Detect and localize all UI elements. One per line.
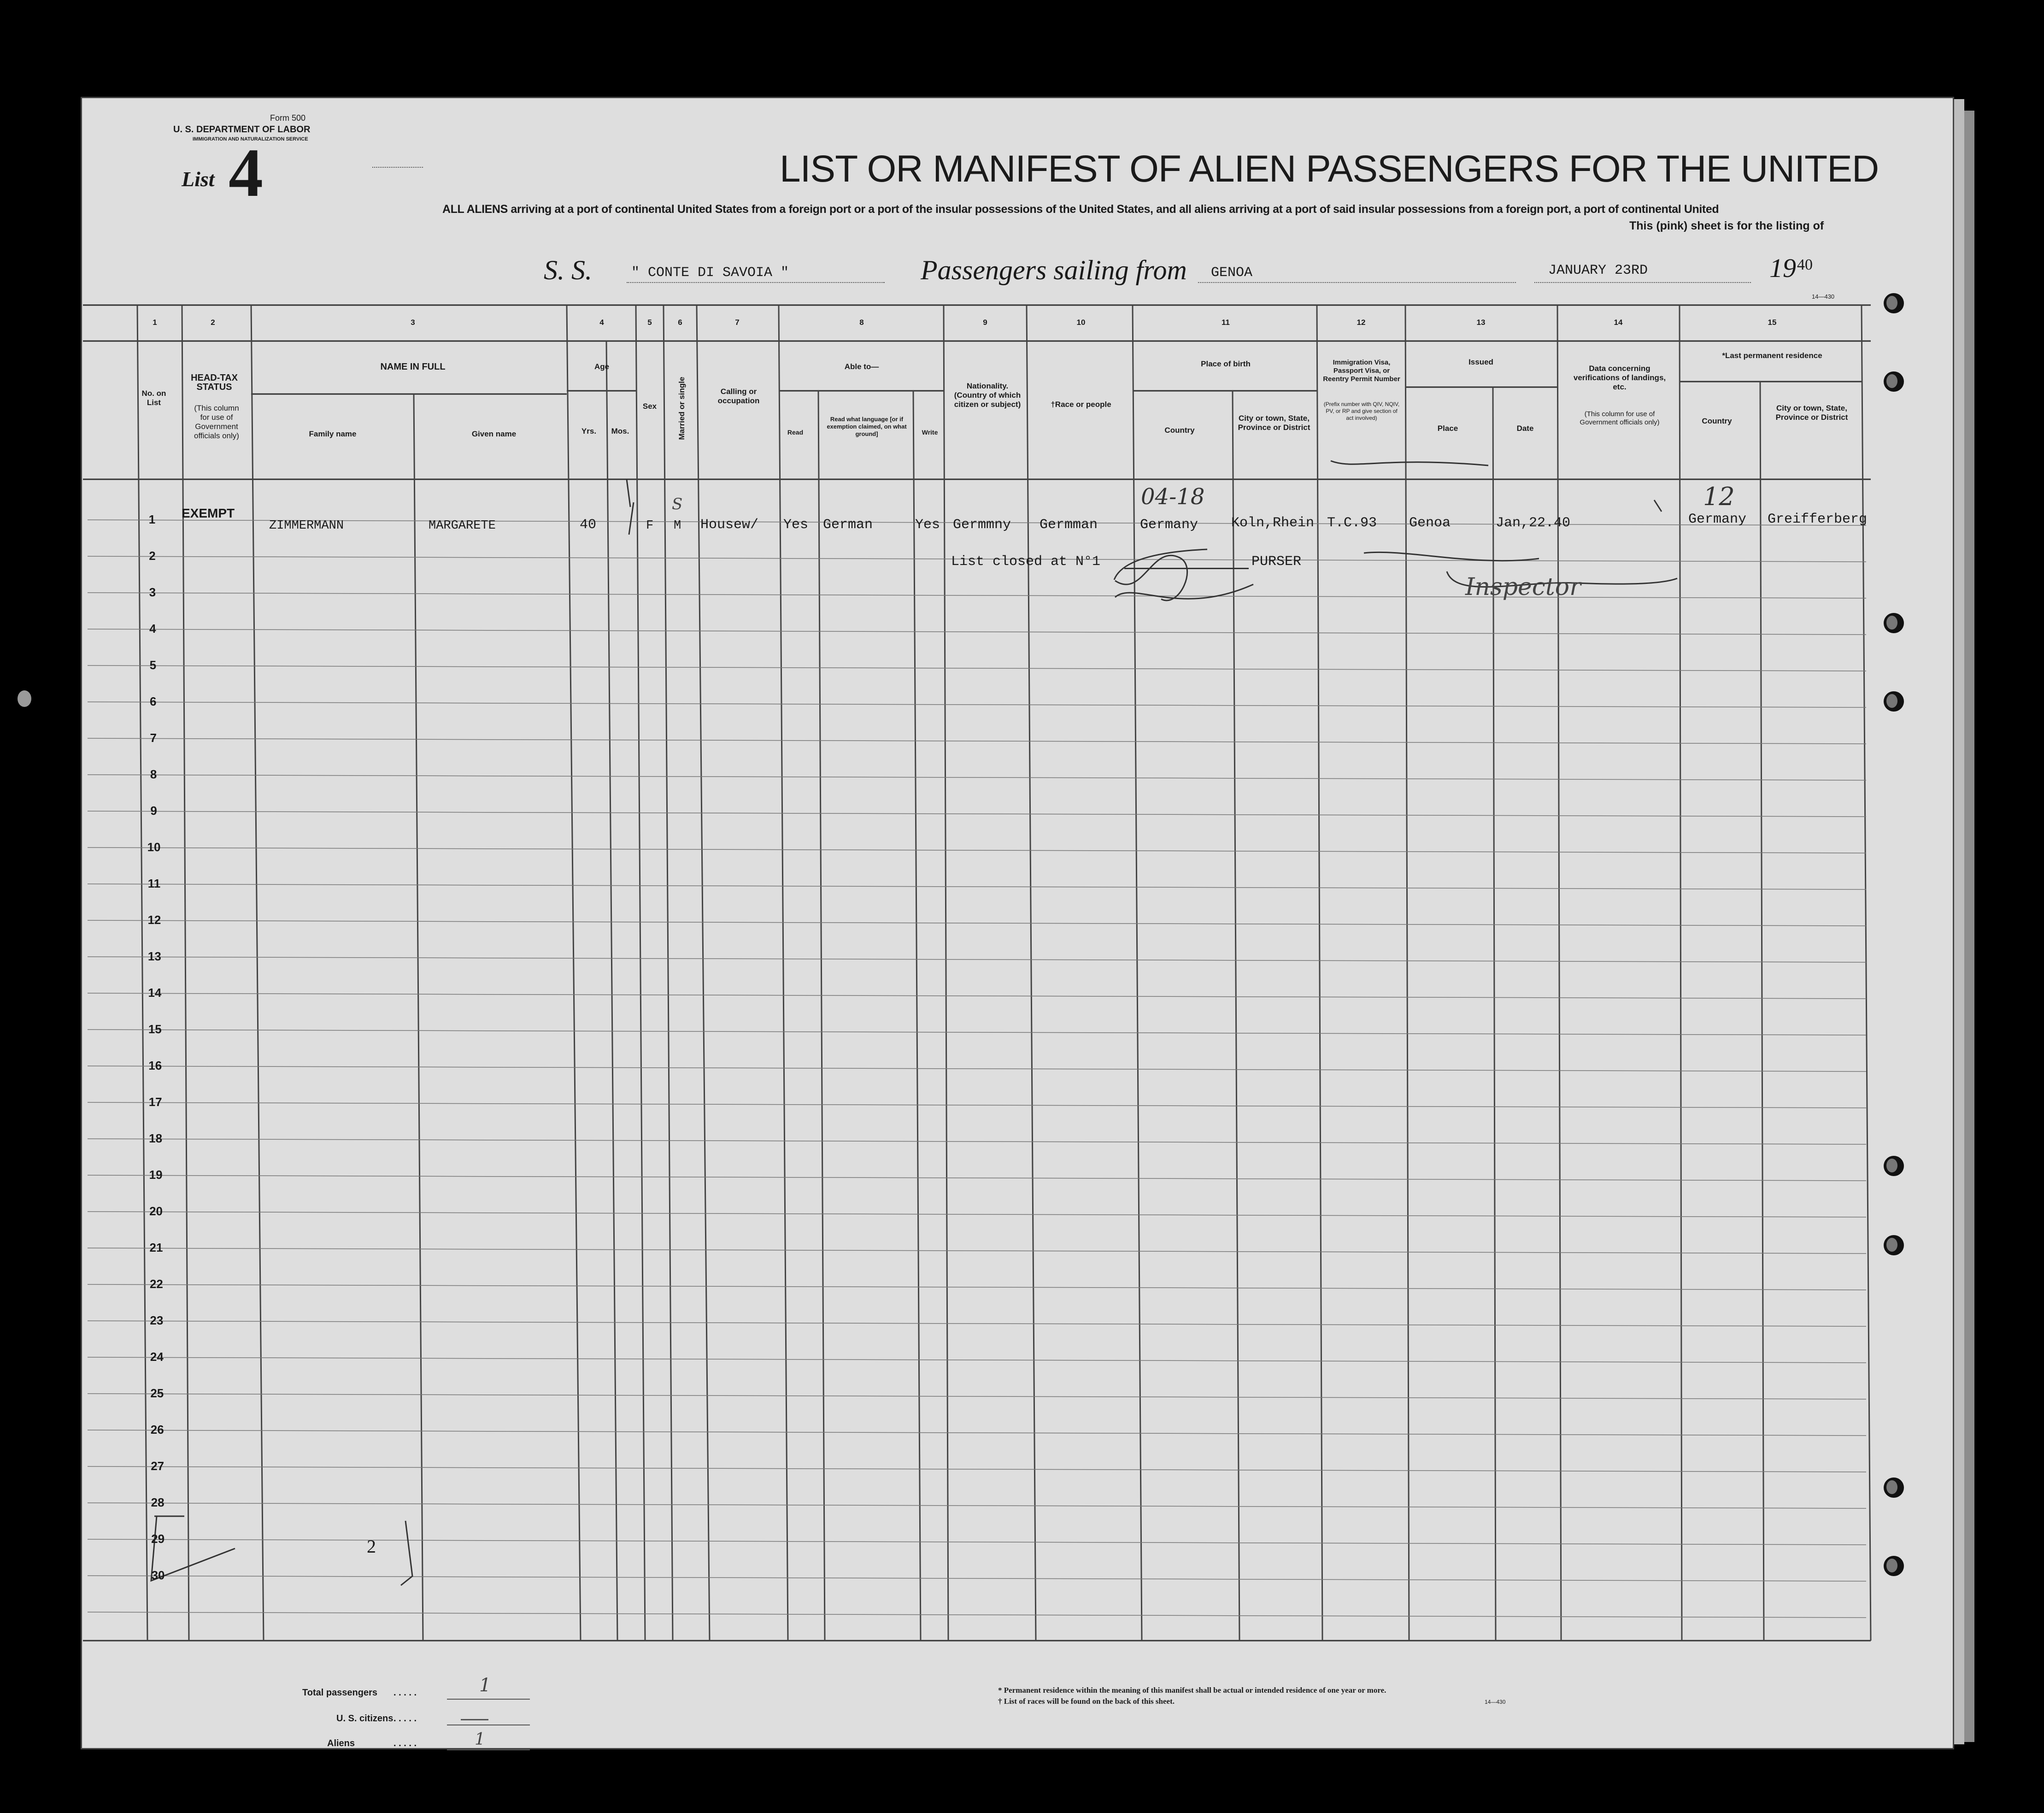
header-age: Age [594, 362, 610, 371]
row-number: 30 [151, 1568, 165, 1582]
sailing-label: Passengers sailing from [921, 255, 1187, 285]
total-passengers-line [447, 1699, 530, 1700]
header-read: Read [787, 429, 804, 436]
header-calling: Calling or occupation [717, 387, 760, 405]
can-read: Yes [783, 517, 809, 533]
list-closed-text: List closed at N°1 [951, 554, 1101, 570]
row-number: 20 [149, 1204, 163, 1218]
age-years: 40 [580, 517, 597, 533]
issued-date: Jan,22.40 [1496, 515, 1571, 531]
read-language: German [823, 517, 873, 533]
occupation: Housew/ [700, 517, 759, 533]
row-number: 22 [149, 1277, 163, 1291]
purser-signature-line [1124, 568, 1249, 569]
row-number: 11 [147, 877, 161, 890]
col-num-8: 8 [859, 318, 864, 327]
row-number: 8 [150, 767, 157, 781]
row-number: 9 [150, 804, 157, 818]
row-number: 15 [148, 1022, 162, 1036]
header-able-to: Able to— [844, 362, 879, 371]
row-number: 16 [148, 1059, 162, 1072]
residence-city: Greifferberg [1768, 512, 1868, 527]
service: IMMIGRATION AND NATURALIZATION SERVICE [193, 136, 308, 142]
aliens-line [447, 1749, 530, 1750]
row-number: 19 [149, 1168, 163, 1182]
birth-handwritten-mark: 04-18 [1141, 484, 1205, 510]
row-number: 23 [150, 1313, 164, 1327]
row-number: 26 [150, 1423, 164, 1436]
port-name: GENOA [1211, 265, 1253, 281]
header-name-in-full: NAME IN FULL [380, 362, 446, 372]
header-issued-place: Place [1437, 424, 1458, 433]
row-number: 2 [149, 549, 156, 563]
subtitle-line-1: ALL ALIENS arriving at a port of continental United States from a foreign port or a port of the insular possessions of the United States, and all aliens arriving at a port of said insular possessions from a foreign port, a port of continental United [442, 203, 1719, 216]
footnote-residence: * Permanent residence within the meaning of this manifest shall be actual or intended residence of one year or more. [998, 1686, 1386, 1695]
total-passengers-label: Total passengers [302, 1688, 378, 1698]
given-name: MARGARETE [429, 519, 496, 533]
ss-label: S. S. [544, 255, 592, 285]
header-race: †Race or people [1051, 400, 1111, 409]
form-number: Form 500 [270, 113, 306, 123]
row-number: 24 [150, 1350, 164, 1364]
residence-country: Germany [1688, 512, 1747, 527]
sex: F [646, 519, 654, 533]
header-last-residence: *Last permanent residence [1722, 351, 1822, 360]
list-number: 4 [229, 135, 263, 211]
row-number: 27 [151, 1459, 164, 1473]
subtitle-line-2: This (pink) sheet is for the listing of [1629, 219, 1824, 232]
col-num-3: 3 [411, 318, 415, 327]
header-birth-country: Country [1164, 426, 1195, 435]
col-num-15: 15 [1768, 318, 1777, 327]
year-suffix: 40 [1797, 256, 1813, 273]
col-num-6: 6 [678, 318, 682, 327]
col-num-1: 1 [153, 318, 157, 327]
row-number: 5 [149, 658, 157, 672]
footer-code: 14—430 [1485, 1699, 1506, 1705]
aliens-label: Aliens [327, 1738, 355, 1748]
col-num-7: 7 [735, 318, 740, 327]
col-num-10: 10 [1076, 318, 1086, 327]
header-given-name: Given name [471, 430, 517, 438]
header-write: Write [922, 429, 938, 436]
header-res-country: Country [1702, 417, 1732, 425]
visa-number: T.C.93 [1327, 515, 1377, 531]
race: Germman [1040, 517, 1098, 533]
department: U. S. DEPARTMENT OF LABOR [173, 124, 311, 135]
total-passengers-value: 1 [479, 1675, 491, 1696]
header-res-city: City or town, State, Province or District [1775, 404, 1848, 422]
nationality: Germmny [953, 517, 1011, 533]
col-num-11: 11 [1222, 318, 1230, 327]
header-visa: Immigration Visa, Passport Visa, or Reentry Permit Number [1323, 359, 1400, 383]
header-verification: Data concerning verifications of landings, etc. [1573, 364, 1666, 391]
header-birth-city: City or town, State, Province or District [1238, 414, 1310, 432]
header-head-tax-note: (This column for use of Government officials only) [194, 404, 239, 440]
corner-code: 14—430 [1812, 293, 1835, 300]
row-number: 21 [149, 1241, 163, 1254]
married-handwritten-mark: S [672, 495, 683, 513]
row-number: 17 [148, 1095, 162, 1109]
header-head-tax: HEAD-TAX STATUS [191, 373, 238, 392]
birth-city: Koln,Rhein [1231, 515, 1315, 531]
row-number: 1 [148, 512, 156, 526]
header-verification-note: (This column for use of Government officials only) [1580, 410, 1660, 426]
dot-leader: . . . . . [394, 1738, 417, 1748]
ship-name: " CONTE DI SAVOIA " [631, 265, 789, 281]
header-visa-note: (Prefix number with QIV, NQIV, PV, or RP and give section of act involved) [1323, 401, 1400, 421]
row-number: 18 [149, 1131, 163, 1145]
year-prefix: 19 [1769, 253, 1796, 283]
row-number: 13 [147, 949, 161, 963]
header-married: Married or single [677, 377, 686, 440]
sailing-date: JANUARY 23RD [1548, 263, 1648, 278]
header-mos: Mos. [611, 427, 629, 436]
row-number: 3 [149, 585, 156, 599]
row-number: 29 [151, 1532, 165, 1546]
header-family-name: Family name [309, 430, 357, 438]
col-num-9: 9 [983, 318, 987, 327]
footnote-races: † List of races will be found on the back of this sheet. [998, 1697, 1175, 1706]
col-num-4: 4 [599, 318, 604, 327]
page-title: LIST OR MANIFEST OF ALIEN PASSENGERS FOR THE UNITED [780, 148, 1879, 190]
row-number: 12 [147, 913, 161, 927]
dot-leader: . . . . . [394, 1688, 417, 1698]
row-number: 25 [150, 1386, 164, 1400]
family-name: ZIMMERMANN [269, 519, 344, 533]
birth-country: Germany [1140, 517, 1198, 533]
row-number: 28 [151, 1495, 164, 1509]
can-write: Yes [915, 517, 940, 533]
residence-handwritten-mark: 12 [1703, 482, 1735, 511]
header-issued: Issued [1468, 358, 1493, 366]
list-label: List [182, 167, 215, 191]
row-number: 4 [149, 622, 156, 636]
us-citizens-dash [461, 1719, 488, 1720]
married-status: M [674, 519, 681, 533]
row-29-handwritten-mark: 2 [367, 1536, 376, 1557]
col-num-2: 2 [211, 318, 215, 327]
us-citizens-label: U. S. citizens [336, 1713, 394, 1724]
header-read-what: Read what language [or if exemption claimed, on what ground] [827, 416, 907, 437]
row-number: 6 [150, 695, 157, 708]
col-num-13: 13 [1476, 318, 1486, 327]
col-num-14: 14 [1614, 318, 1623, 327]
header-place-of-birth: Place of birth [1201, 359, 1251, 368]
header-sex: Sex [642, 402, 657, 411]
inspector-signature: Inspector [1465, 573, 1581, 601]
row-number: 10 [147, 840, 161, 854]
header-no-on-list: No. on List [141, 389, 166, 407]
dot-leader: . . . . . [394, 1713, 417, 1724]
row-number: 7 [150, 731, 157, 745]
col-num-12: 12 [1357, 318, 1366, 327]
header-nationality: Nationality. (Country of which citizen or subject) [954, 382, 1021, 409]
issued-place: Genoa [1409, 515, 1451, 531]
header-yrs: Yrs. [581, 427, 597, 436]
aliens-value: 1 [475, 1730, 485, 1749]
purser-label: PURSER [1251, 554, 1302, 570]
header-issued-date: Date [1516, 424, 1534, 433]
col-num-5: 5 [647, 318, 652, 327]
head-tax-status: EXEMPT [182, 506, 235, 520]
row-number: 14 [148, 986, 162, 1000]
